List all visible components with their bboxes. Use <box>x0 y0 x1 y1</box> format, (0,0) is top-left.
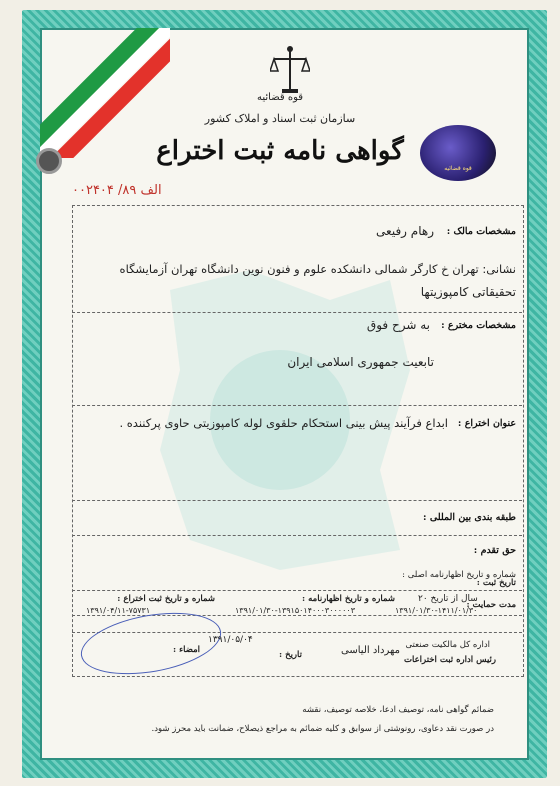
date-label: تاریخ : <box>278 650 302 660</box>
registration-number-label: شماره و تاریخ ثبت اختراع : <box>117 594 215 604</box>
owner-label: مشخصات مالک : <box>446 226 516 237</box>
registration-number-value: ۱۳۹۱/۰۴/۱۱-۷۵۷۳۱ <box>86 606 151 615</box>
signer-title: رئیس اداره ثبت اختراعات <box>404 655 496 665</box>
validity-value: ۲۰ سال از تاریخ <box>418 594 478 604</box>
owner-address-2: تحقیقاتی کامپوزیتها <box>420 285 516 299</box>
organization-name: سازمان ثبت اسناد و املاک کشور <box>204 112 356 125</box>
application-value: ۱۳۹۱/۰۱/۳۰-۱۳۹۱۵۰۱۴۰۰۰۳۰۰۰۰۰۳ <box>235 606 355 615</box>
signature-label: امضاء : <box>173 645 200 655</box>
owner-name: رهام رفیعی <box>376 224 434 238</box>
hologram-text: قوه قضائیه <box>444 165 472 172</box>
judiciary-label: قوه قضائیه <box>256 92 304 103</box>
priority-sublabel: شماره و تاریخ اظهارنامه اصلی : <box>402 570 516 580</box>
footnote-2: در صورت نقد دعاوی، رونوشتی از سوابق و کلیه ضمائم به مراجع ذیصلاح، ضمانت باید محرز شود. <box>151 724 494 734</box>
hologram-seal-icon <box>420 125 496 181</box>
scales-of-justice-icon <box>270 45 310 95</box>
registration-date-label: تاریخ ثبت : <box>476 578 516 588</box>
inventor-nationality: تابعیت جمهوری اسلامی ایران <box>287 355 434 369</box>
inventor-value: به شرح فوق <box>366 318 430 332</box>
signer-name: مهرداد الیاسی <box>341 645 400 656</box>
owner-address: نشانی: تهران خ کارگر شمالی دانشکده علوم و فنون نوین دانشگاه تهران آزمایشگاه <box>119 262 516 276</box>
priority-label: حق تقدم : <box>473 545 516 556</box>
certificate-title: گواهی نامه ثبت اختراع <box>156 136 404 166</box>
footnote-1: ضمائم گواهی نامه، توصیف ادعا، خلاصه توصیف، نقشه <box>302 705 494 715</box>
inventor-label: مشخصات مخترع : <box>441 320 516 331</box>
invention-title: ابداع فرآیند پیش بینی استحکام حلقوی لوله کامپوزیتی حاوی پرکننده . <box>119 416 448 430</box>
divider <box>72 312 522 313</box>
serial-number: الف ۸۹/ ۰۰۲۴۰۴ <box>72 183 162 198</box>
validity-label: مدت حمایت : <box>466 600 516 610</box>
application-label: شماره و تاریخ اظهارنامه : <box>302 594 395 604</box>
date-value: ۱۳۹۱/۰۵/۰۴ <box>208 635 253 645</box>
divider <box>72 405 522 406</box>
validity-range: ۱۳۹۱/۰۱/۳۰-۱۴۱۱/۰۱/۳۰ <box>395 606 478 615</box>
signer-office: اداره کل مالکیت صنعتی <box>405 640 490 650</box>
divider <box>72 590 522 591</box>
divider <box>72 500 522 501</box>
divider <box>72 535 522 536</box>
invention-label: عنوان اختراع : <box>457 418 516 429</box>
classification-label: طبقه بندی بین المللی : <box>423 512 516 523</box>
